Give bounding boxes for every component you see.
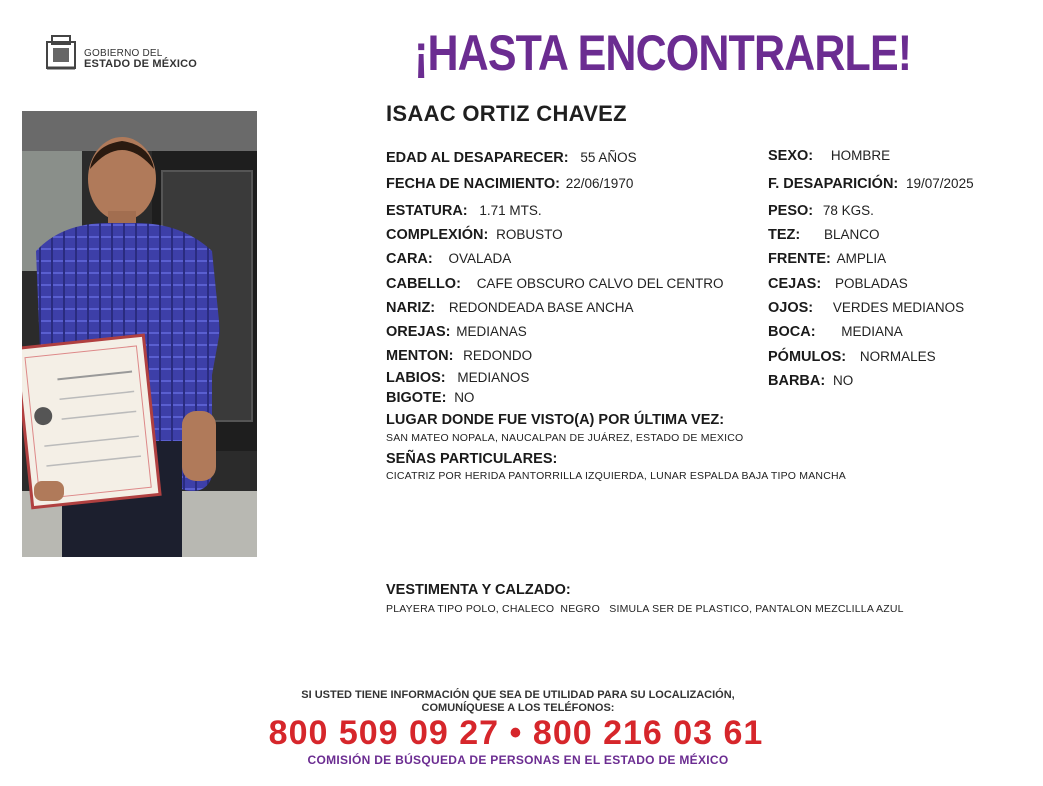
field-orejas bbox=[386, 324, 527, 340]
phone-separator: • bbox=[509, 714, 523, 752]
field-label: SEXO: bbox=[768, 148, 814, 164]
field-frente bbox=[768, 251, 886, 267]
field-value: OVALADA bbox=[448, 251, 512, 266]
field-value: 19/07/2025 bbox=[906, 176, 974, 191]
clothing-value: PLAYERA TIPO POLO, CHALECO NEGRO SIMULA SER DE PLASTICO, PANTALON MEZCLILLA AZUL bbox=[386, 603, 904, 615]
field-value: HOMBRE bbox=[830, 148, 891, 163]
field-value: AMPLIA bbox=[836, 251, 887, 266]
photo-illustration bbox=[22, 111, 257, 557]
field-value: 22/06/1970 bbox=[565, 176, 634, 191]
field-pomulos bbox=[768, 349, 936, 365]
field-value: MEDIANA bbox=[841, 324, 903, 339]
contact-info bbox=[240, 689, 796, 715]
last-seen-value: SAN MATEO NOPALA, NAUCALPAN DE JUÁREZ, ESTADO DE MEXICO bbox=[386, 432, 744, 444]
field-value: NO bbox=[832, 373, 854, 388]
field-value: CAFE OBSCURO CALVO DEL CENTRO bbox=[476, 276, 724, 291]
field-label: PÓMULOS: bbox=[768, 349, 847, 365]
field-ojos bbox=[768, 300, 964, 316]
field-label: CEJAS: bbox=[768, 276, 822, 292]
phone-number-1: 800 509 09 27 bbox=[268, 714, 500, 752]
field-value: VERDES MEDIANOS bbox=[832, 300, 965, 315]
person-name: ISAAC ORTIZ CHAVEZ bbox=[386, 101, 627, 126]
commission-name: COMISIÓN DE BÚSQUEDA DE PERSONAS EN EL ESTADO DE MÉXICO bbox=[307, 753, 729, 767]
marks-label: SEÑAS PARTICULARES: bbox=[386, 451, 558, 467]
field-value: POBLADAS bbox=[834, 276, 908, 291]
field-cejas bbox=[768, 276, 908, 292]
field-label: BARBA: bbox=[768, 373, 826, 389]
field-label: ESTATURA: bbox=[386, 203, 468, 219]
logo-line-2: ESTADO DE MÉXICO bbox=[84, 58, 198, 70]
field-label: COMPLEXIÓN: bbox=[386, 227, 489, 243]
field-label: LABIOS: bbox=[386, 370, 446, 386]
headline: ¡HASTA ENCONTRARLE! bbox=[414, 25, 912, 81]
contact-info-line-2: COMUNÍQUESE A LOS TELÉFONOS: bbox=[421, 702, 615, 714]
marks-value: CICATRIZ POR HERIDA PANTORRILLA IZQUIERDA, LUNAR ESPALDA BAJA TIPO MANCHA bbox=[386, 470, 846, 482]
contact-info-line-1: SI USTED TIENE INFORMACIÓN QUE SEA DE UTILIDAD PARA SU LOCALIZACIÓN, bbox=[301, 689, 735, 701]
field-label: OREJAS: bbox=[386, 324, 451, 340]
state-seal-icon bbox=[44, 34, 78, 72]
field-value: NORMALES bbox=[859, 349, 936, 364]
field-edad bbox=[386, 150, 637, 166]
field-value: 78 KGS. bbox=[822, 203, 874, 218]
field-label: BOCA: bbox=[768, 324, 816, 340]
field-value: MEDIANOS bbox=[457, 370, 530, 385]
field-fecha-desaparicion bbox=[768, 176, 974, 192]
field-label: PESO: bbox=[768, 203, 814, 219]
government-logo bbox=[44, 34, 214, 74]
field-menton bbox=[386, 348, 532, 364]
phone-number-2: 800 216 03 61 bbox=[532, 714, 764, 752]
field-complexion bbox=[386, 227, 563, 243]
field-barba bbox=[768, 373, 853, 389]
clothing-label: VESTIMENTA Y CALZADO: bbox=[386, 582, 571, 598]
field-label: F. DESAPARICIÓN: bbox=[768, 176, 899, 192]
field-nariz bbox=[386, 300, 633, 316]
field-label: NARIZ: bbox=[386, 300, 436, 316]
logo-line-1: GOBIERNO DEL bbox=[84, 48, 163, 59]
field-bigote bbox=[386, 390, 474, 406]
field-value: REDONDEADA BASE ANCHA bbox=[448, 300, 634, 315]
field-cabello bbox=[386, 276, 723, 292]
field-label: FRENTE: bbox=[768, 251, 831, 267]
field-label: CARA: bbox=[386, 251, 433, 267]
field-value: REDONDO bbox=[463, 348, 533, 363]
field-label: TEZ: bbox=[768, 227, 801, 243]
field-tez bbox=[768, 227, 880, 243]
field-label: MENTON: bbox=[386, 348, 454, 364]
field-value: NO bbox=[454, 390, 475, 405]
field-sexo bbox=[768, 148, 890, 164]
field-estatura bbox=[386, 203, 542, 219]
field-value: 1.71 MTS. bbox=[479, 203, 542, 218]
phone-numbers bbox=[233, 714, 799, 753]
field-value: 55 AÑOS bbox=[580, 150, 637, 165]
field-boca bbox=[768, 324, 903, 340]
last-seen-label: LUGAR DONDE FUE VISTO(A) POR ÚLTIMA VEZ: bbox=[386, 412, 725, 428]
field-peso bbox=[768, 203, 874, 219]
person-photo bbox=[22, 111, 257, 557]
field-fecha-nacimiento bbox=[386, 176, 633, 192]
field-value: ROBUSTO bbox=[496, 227, 563, 242]
field-label: CABELLO: bbox=[386, 276, 461, 292]
field-label: BIGOTE: bbox=[386, 390, 447, 406]
logo-text bbox=[84, 48, 197, 70]
field-label: FECHA DE NACIMIENTO: bbox=[386, 176, 560, 192]
field-label: OJOS: bbox=[768, 300, 814, 316]
field-value: BLANCO bbox=[823, 227, 880, 242]
field-value: MEDIANAS bbox=[456, 324, 527, 339]
field-label: EDAD AL DESAPARECER: bbox=[386, 150, 569, 166]
field-cara bbox=[386, 251, 511, 267]
field-labios bbox=[386, 370, 529, 386]
